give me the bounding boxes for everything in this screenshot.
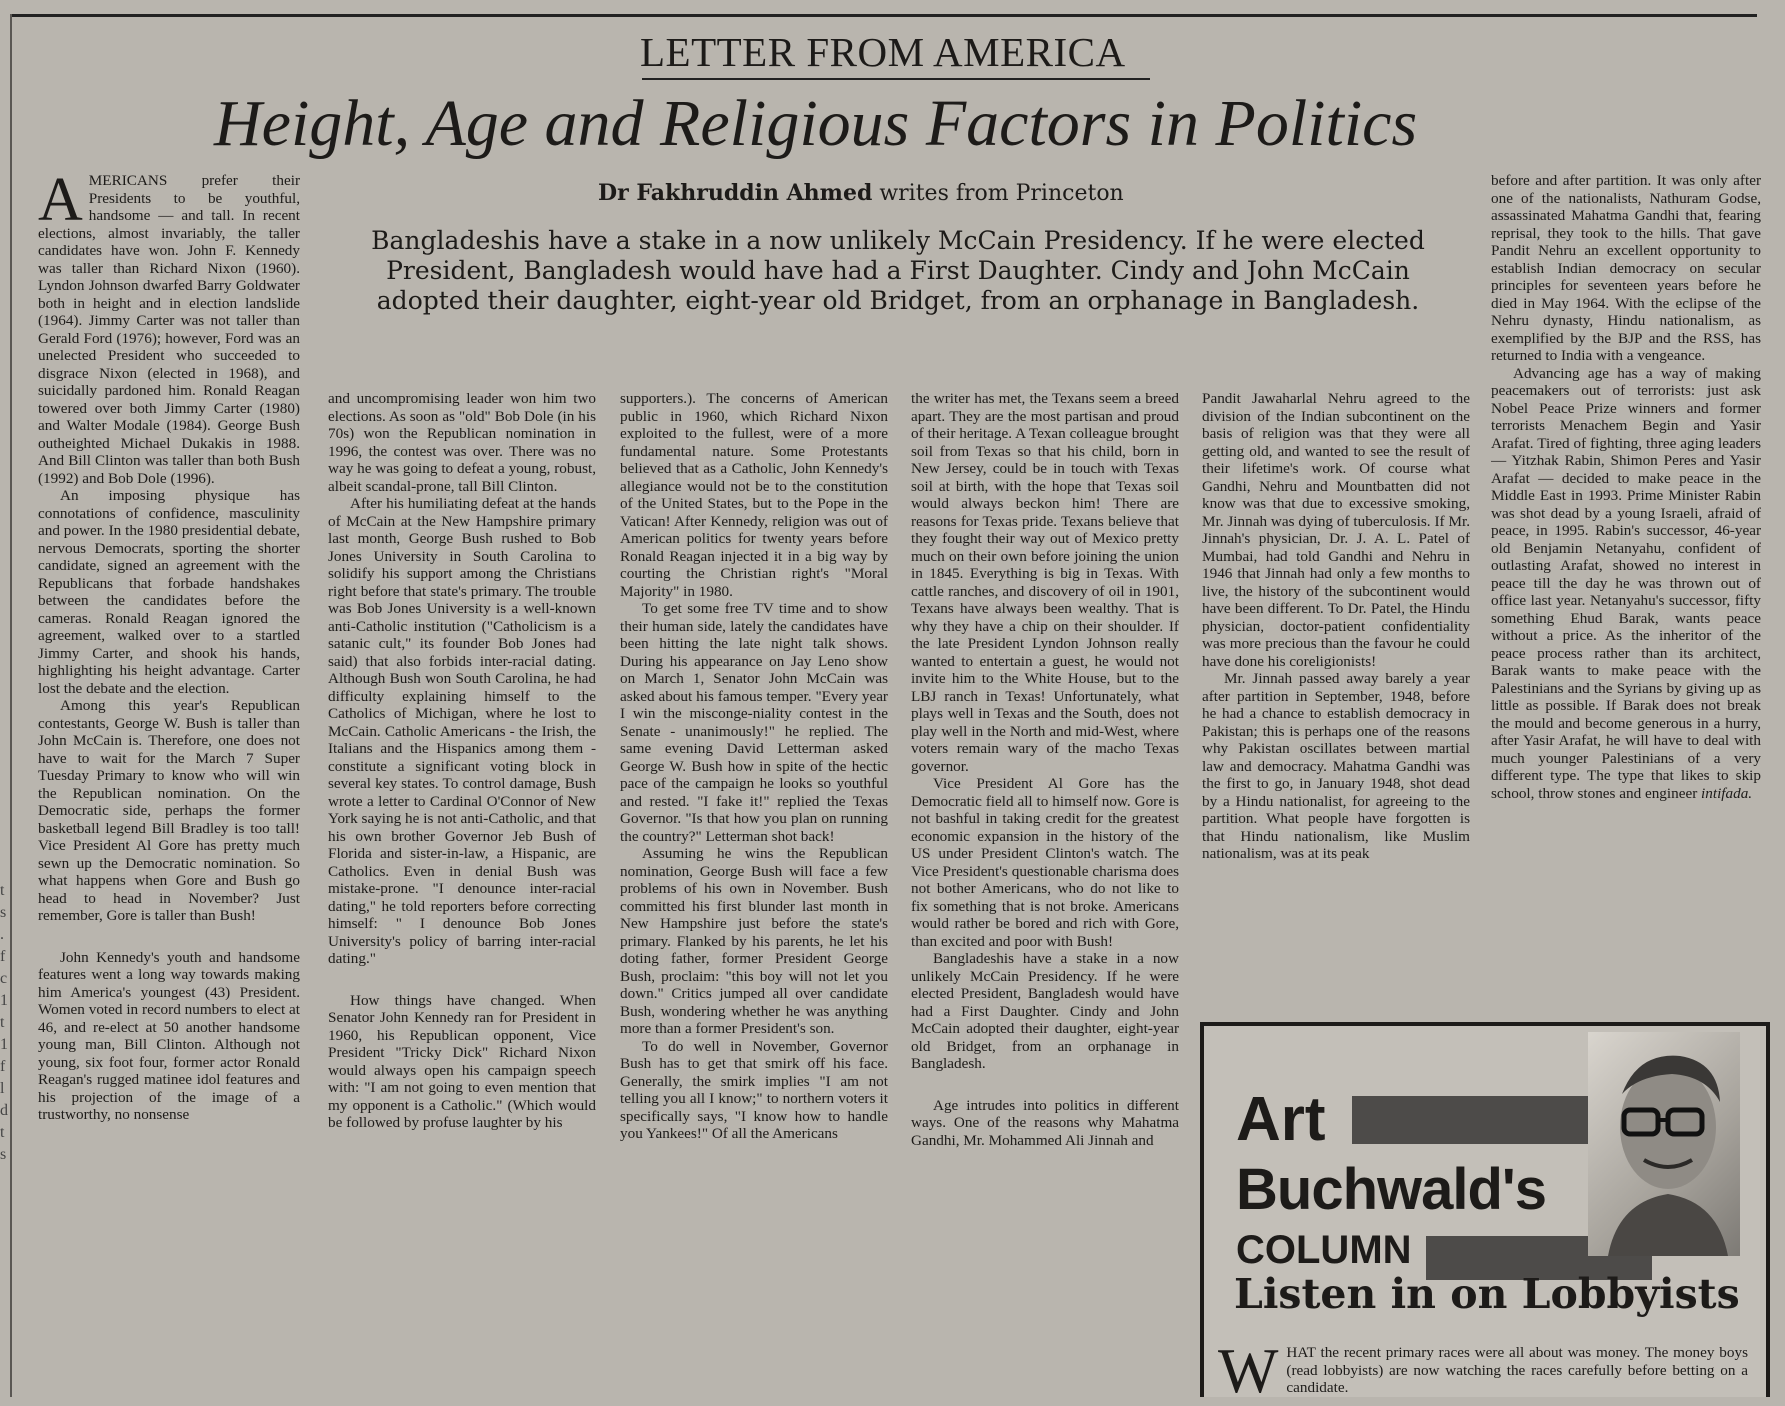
paragraph: Pandit Jawaharlal Nehru agreed to the division of the Indian subcontinent on the basis of religion was that they were all getting old, and wanted to see the result of their lifetime's work. Of course what Gandhi, Nehru and Mountbatten did not know was that due to excessive smoking, Mr. Jinnah was dying of tuberculosis. If Mr. Jinnah's physician, Dr. J. A. L. Patel of Mumbai, had told Gandhi and Nehru in 1946 that Jinnah had only a few months to live, the history of the subcontinent would have been different. To Dr. Patel, the Hindu physician, doctor-patient confidentiality was more precious than the favour he could have done his coreligionists! <box>1202 390 1470 670</box>
left-column-rule <box>10 14 12 1397</box>
byline-location: writes from Princeton <box>872 181 1124 206</box>
logo-text-art: Art <box>1236 1085 1326 1154</box>
kicker-underline <box>642 78 1150 80</box>
article-column-6 <box>1491 172 1761 1012</box>
paragraph: Mr. Jinnah passed away barely a year after partition in September, 1948, before he had a chance to establish democracy in Pakistan; this is perhaps one of the reasons why Pakistan oscillates between martial law and democracy. Mahatma Gandhi was the first to go, in January 1948, shot dead by a Hindu nationalist, for agreeing to the partition. What people have forgotten is that Hindu nationalism, like Muslim nationalism, was at its peak <box>1202 670 1470 862</box>
column-logo <box>1218 1056 1648 1272</box>
article-column-5 <box>1202 390 1470 1025</box>
paragraph: Age intrudes into politics in different ways. One of the reasons why Mahatma Gandhi, Mr. Mohammed Ali Jinnah and <box>911 1096 1179 1149</box>
drop-cap: W <box>1218 1335 1279 1406</box>
column-title: Listen in on Lobbyists <box>1234 1270 1740 1318</box>
paragraph: supporters.). The concerns of American public in 1960, which Richard Nixon exploited to the fullest, were of a more fundamental nature. Some Protestants believed that as a Catholic, John Kennedy's allegiance would not be to the constitution of the United States, but to the Pope in the Vatican! After Kennedy, religion was out of American politics for twenty years before Ronald Reagan injected it in a big way by courting the Christian right's "Moral Majority" in 1980. <box>620 390 888 600</box>
paragraph: John Kennedy's youth and handsome features went a long way towards making him America's youngest (43) President. Women voted in record numbers to elect at 46, and re-elect at 50 another handsome young man, Bill Clinton. Although not young, six foot four, former actor Ronald Reagan's rugged matinee idol features and his projection of the image of a trustworthy, no nonsense <box>38 948 300 1123</box>
headline: Height, Age and Religious Factors in Politics <box>214 87 1418 160</box>
paragraph: and uncompromising leader won him two elections. As soon as "old" Bob Dole (in his 70s) won the Republican nomination in 1996, the contest was over. There was no way he was going to defeat a young, robust, albeit scandal-prone, tall Bill Clinton. <box>328 390 596 495</box>
paragraph: Among this year's Republican contestants, George W. Bush is taller than John McCain is. Therefore, one does not have to wait for the March 7 Super Tuesday Primary to know who will win the Republican nomination. On the Democratic side, perhaps the former basketball legend Bill Bradley is too tall! Vice President Al Gore has pretty much sewn up the Democratic nomination. So what happens when Gore and Bush go head to head in November? Just remember, Gore is taller than Bush! <box>38 697 300 924</box>
paragraph: Advancing age has a way of making peacemakers out of terrorists: just ask Nobel Peace Prize winners and former terrorists Menachem Begin and Yasir Arafat. Tired of fighting, three aging leaders — Yitzhak Rabin, Shimon Peres and Yasir Arafat — decided to make peace in the Middle East in 1993. Prime Minister Rabin was shot dead by a young Israeli, afraid of peace, in 1995. Rabin's successor, 46-year old Benjamin Netanyahu, confident of outlasting Arafat, showed no interest in peace till the day he was thrown out of office last year. Netanyahu's successor, fifty something Ehud Barak, wants peace without a price. As the inheritor of the peace process rather than its architect, Barak wants to make peace with the Palestinians and the Syrians by giving up as little as possible. If Barak does not break the mould and become generous in a hurry, after Yasir Arafat, he will have to deal with much younger Palestinians of a very different type. The type that likes to skip school, throw stones and engineer intifada. <box>1491 364 1761 802</box>
logo-text-buchwalds: Buchwald's <box>1236 1157 1546 1222</box>
columnist-photo <box>1588 1032 1740 1256</box>
author-name: Dr Fakhruddin Ahmed <box>598 180 873 206</box>
article-column-2 <box>328 390 596 1397</box>
paragraph: Vice President Al Gore has the Democratic field all to himself now. Gore is not bashful in taking credit for the greatest economic expansion in the history of the US under President Clinton's watch. The Vice President's questionable charisma does not bother Americans, who do not like to fix something that is not broke. Americans would rather be bored and rich with Gore, than excited and poor with Bush! <box>911 775 1179 950</box>
paragraph: To do well in November, Governor Bush has to get that smirk off his face. Generally, the smirk implies "I am not telling you all I know;" to northern voters it specifically says, "I know how to handle you Yankees!" Of all the Americans <box>620 1037 888 1142</box>
paragraph: Assuming he wins the Republican nomination, George Bush will face a few problems of his own in November. Bush committed his first blunder last month in New Hampshire just before the state's primary. Flanked by his parents, he let his doting father, former President George Bush, proclaim: "this boy will not let you down." Critics jumped all over candidate Bush, wondering whether he was anything more than a former President's son. <box>620 845 888 1037</box>
column-lead-text: WHAT the recent primary races were all about was money. The money boys (read lobbyists) are now watching the races carefully before betting on a candidate. <box>1218 1335 1748 1406</box>
section-kicker: LETTER FROM AMERICA <box>640 29 1126 75</box>
paragraph: AMERICANS prefer their Presidents to be youthful, handsome — and tall. In recent elections, almost invariably, the taller candidates have won. John F. Kennedy was taller than Richard Nixon (1960). Lyndon Johnson dwarfed Barry Goldwater both in height and in election landslide (1964). Jimmy Carter was not taller than Gerald Ford (1976); however, Ford was an unelected President who succeeded to disgrace Nixon (elected in 1968), and suicidally pardoned him. Ronald Reagan towered over both Jimmy Carter (1980) and Walter Modale (1984). George Bush outheighted Michael Dukakis in 1988. And Bill Clinton was taller than both Bush (1992) and Bob Dole (1996). <box>38 172 300 487</box>
article-column-4 <box>911 390 1179 1397</box>
paragraph: After his humiliating defeat at the hands of McCain at the New Hampshire primary last month, George Bush rushed to Bob Jones University in South Carolina to solidify his support among the Christians right before that state's primary. The trouble was Bob Jones University is a well-known anti-Catholic institution ("Catholicism is a satanic cult," its founder Bob Jones had said) that also forbids inter-racial dating. Although Bush won South Carolina, he had difficulty explaining himself to the Catholics of Michigan, where he lost to McCain. Catholic Americans - the Irish, the Italians and the Hispanics among them - constitute a significant voting block in several key states. To control damage, Bush wrote a letter to Cardinal O'Connor of New York saying he is not anti-Catholic, and that his own brother Governor Jeb Bush of Florida and sister-in-law, a Hispanic, are Catholics. Even in denial Bush was mistake-prone. "I denounce inter-racial dating," he told reporters before correcting himself: " I denounce Bob Jones University's policy of barring inter-racial dating." <box>328 495 596 967</box>
article-column-3 <box>620 390 888 1397</box>
paragraph: Bangladeshis have a stake in a now unlikely McCain Presidency. If he were elected President, Bangladesh would have had a First Daughter. Cindy and John McCain adopted their daughter, eight-year old Bridget, from an orphanage in Bangladesh. <box>911 950 1179 1072</box>
column-teaser-box <box>1200 1022 1770 1406</box>
top-rule <box>10 14 1757 17</box>
paragraph: To get some free TV time and to show their human side, lately the candidates have been hitting the late night talk shows. During his appearance on Jay Leno show on March 1, Senator John McCain was asked about his famous temper. "Every year I win the misconge-niality contest in the Senate - unanimously!" he replied. The same evening David Letterman asked George W. Bush how in spite of the hectic pace of the campaign he looks so youthful and rested. "I fake it!" replied the Texas Governor. "Is that how you plan on running the country?" Letterman shot back! <box>620 600 888 845</box>
drop-cap: A <box>38 172 83 234</box>
paragraph: the writer has met, the Texans seem a breed apart. They are the most partisan and proud of their heritage. A Texan colleague brought soil from Texas so that his child, born in New Jersey, could be in touch with Texas soil at birth, with the hope that Texas soil would always beckon him! There are reasons for Texas pride. Texans believe that they fought their way out of Mexico pretty much on their own before joining the union in 1845. Everything is big in Texas. With cattle ranches, and discovery of oil in 1901, Texans have always been wealthy. That is why they have a chip on their shoulder. If the late President Lyndon Johnson really wanted to entertain a guest, he would not invite him to the White House, but to the LBJ ranch in Texas! Unfortunately, what plays well in Texas and the South, does not play well in the North and mid-West, where voters remain wary of the macho Texas governor. <box>911 390 1179 775</box>
paragraph: before and after partition. It was only after one of the nationalists, Nathuram Godse, assassinated Mahatma Gandhi that, fearing reprisal, they took to the hills. That gave Pandit Nehru an excellent opportunity to establish Indian democracy on secular principles for seventeen years before he died in May 1964. With the eclipse of the Nehru dynasty, Hindu nationalism, as exemplified by the BJP and the RSS, has returned to India with a vengeance. <box>1491 172 1761 364</box>
article-column-1 <box>38 172 300 1397</box>
adjacent-column-fragment: t s . f c 1 t 1 f l d t s <box>0 882 8 1163</box>
logo-text-column: COLUMN <box>1236 1228 1412 1272</box>
deck: Bangladeshis have a stake in a now unlikely McCain Presidency. If he were elected President, Bangladesh would have had a First Daughter. Cindy and John McCain adopted their daughter, eight-year old Bridget, from an orphanage in Bangladesh. <box>371 226 1425 315</box>
paragraph: How things have changed. When Senator John Kennedy ran for President in 1960, his Republican opponent, Vice President "Tricky Dick" Richard Nixon would always open his campaign speech with: "I am not going to even mention that my opponent is a Catholic." (Which would be followed by profuse laughter by his <box>328 991 596 1131</box>
paragraph: An imposing physique has connotations of confidence, masculinity and power. In the 1980 presidential debate, nervous Democrats, sporting the shorter candidate, signed an agreement with the Republicans that forbade handshakes between the candidates before the cameras. Ronald Reagan ignored the agreement, walked over to a startled Jimmy Carter, and shook his hands, highlighting his height advantage. Carter lost the debate and the election. <box>38 487 300 697</box>
byline <box>598 180 1124 206</box>
